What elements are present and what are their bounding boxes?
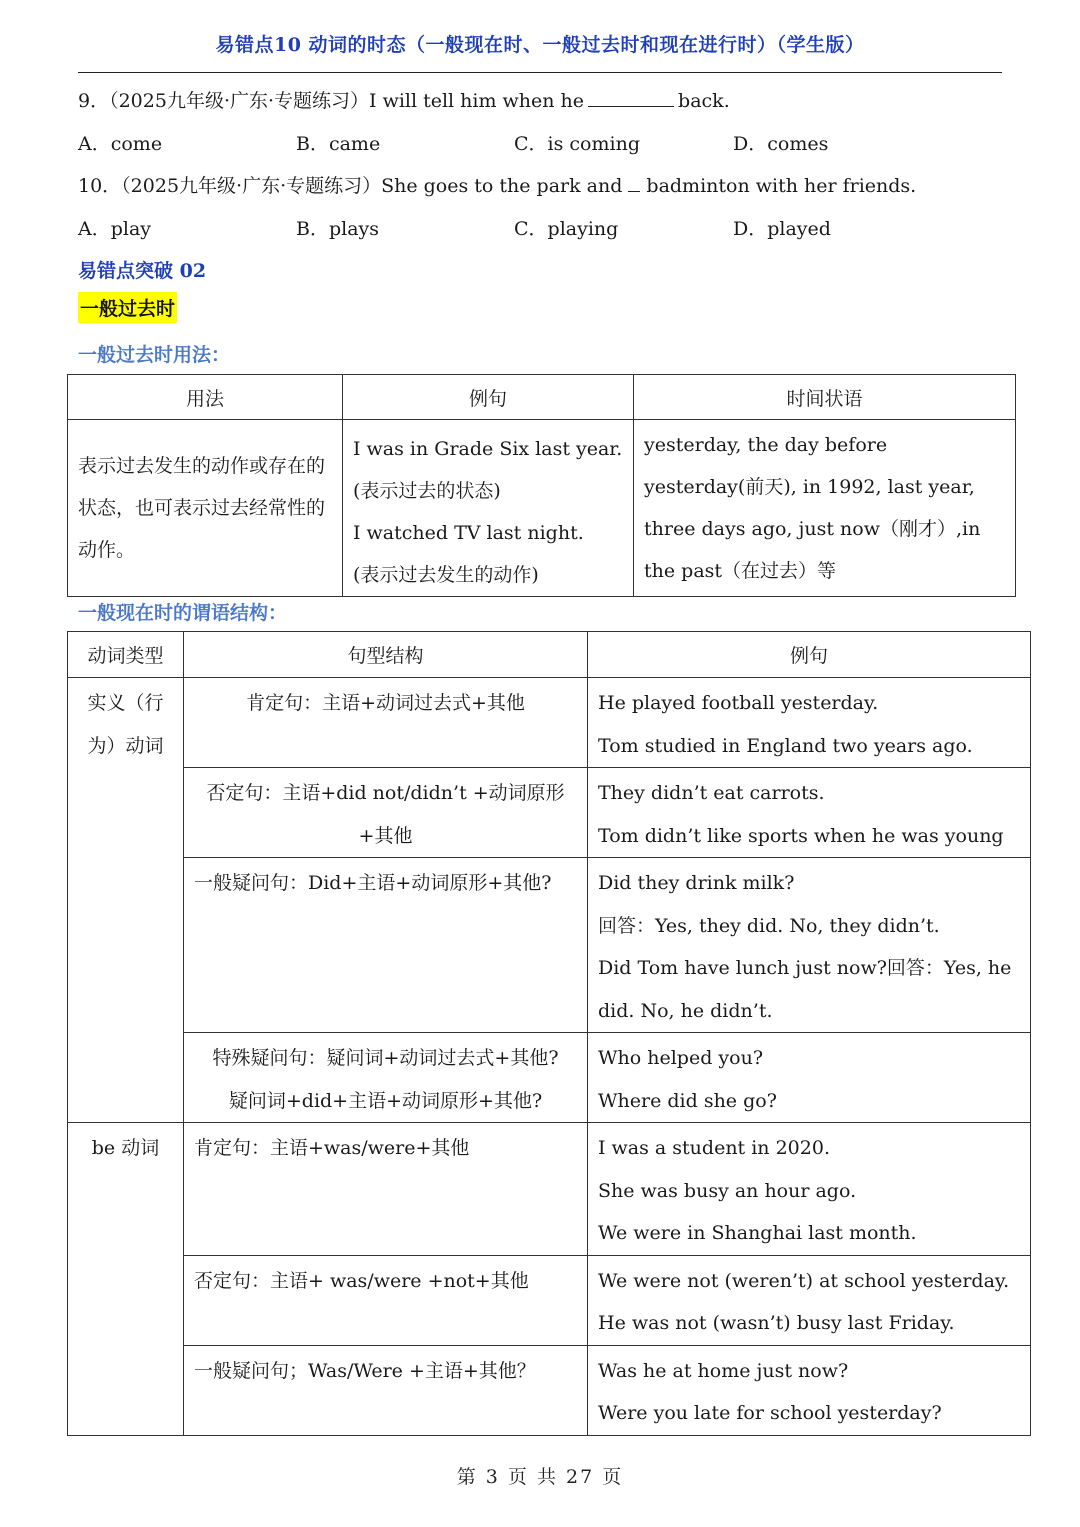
question-9-option-b: B．came — [296, 133, 381, 155]
structure-cell: 否定句：主语+ was/were +not+其他 — [184, 1255, 588, 1345]
structure-cell — [184, 1033, 588, 1123]
header-divider — [78, 72, 1002, 73]
usage-header-time: 时间状语 — [634, 375, 1016, 420]
example-cell — [588, 1345, 1031, 1435]
example-line: Who helped you? — [598, 1047, 764, 1069]
structure-table — [67, 631, 1031, 1436]
example-line: I watched TV last night. — [353, 522, 584, 544]
structure-cell: 否定句：主语+did not/didn’t +动词原形+其他 — [184, 768, 588, 858]
verb-type-notional: 实义（行为）动词 — [68, 678, 184, 1123]
table-row — [68, 1255, 1031, 1345]
structure-cell: 一般疑问句：Did+主语+动词原形+其他? — [184, 858, 588, 1033]
highlighted-topic: 一般过去时 — [78, 292, 177, 323]
example-line: Did they drink milk? — [598, 872, 795, 894]
table-row — [68, 1123, 1031, 1256]
usage-examples — [343, 420, 634, 597]
example-cell — [588, 1033, 1031, 1123]
example-line: He played football yesterday. — [598, 692, 879, 714]
page-footer: 第 3 页 共 27 页 — [456, 1466, 624, 1488]
usage-header-example: 例句 — [343, 375, 634, 420]
example-line: He was not (wasn’t) busy last Friday. — [598, 1312, 955, 1334]
example-line: Was he at home just now? — [598, 1359, 849, 1382]
table-row — [68, 1345, 1031, 1435]
question-9-option-d: D．comes — [733, 133, 829, 155]
answer-blank — [628, 173, 640, 192]
example-line: I was a student in 2020. — [598, 1137, 830, 1159]
table-row — [68, 678, 1031, 768]
example-line: (表示过去发生的动作) — [353, 564, 539, 586]
usage-header-usage: 用法 — [68, 375, 343, 420]
page-header-title: 易错点10 动词的时态（一般现在时、一般过去时和现在进行时）（学生版） — [215, 34, 865, 56]
question-10-option-d: D．played — [733, 218, 831, 240]
example-line: They didn’t eat carrots. — [598, 782, 825, 804]
structure-cell: 肯定句：主语+was/were+其他 — [184, 1123, 588, 1256]
example-line: Were you late for school yesterday? — [598, 1402, 942, 1424]
question-9-stem-prefix: 9．（2025九年级·广东·专题练习）I will tell him when he — [78, 90, 585, 112]
example-line: 回答：Yes, they did. No, they didn’t. — [598, 914, 940, 937]
usage-table-row — [68, 420, 1016, 597]
usage-subtitle: 一般过去时用法： — [78, 344, 231, 366]
example-line: Did Tom have lunch just now?回答：Yes, he did. No, he didn’t. — [598, 957, 1012, 1022]
section-title: 易错点突破 02 — [78, 260, 207, 282]
structure-line: 特殊疑问句：疑问词+动词过去式+其他? — [212, 1047, 559, 1069]
example-line: (表示过去的状态) — [353, 480, 501, 502]
example-line: We were in Shanghai last month. — [598, 1222, 917, 1244]
structure-line: 疑问词+did+主语+动词原形+其他? — [228, 1089, 543, 1112]
example-line: Where did she go? — [598, 1089, 777, 1112]
structure-cell: 一般疑问句；Was/Were +主语+其他？ — [184, 1345, 588, 1435]
question-10-stem-prefix: 10．（2025九年级·广东·专题练习）She goes to the park and — [78, 175, 623, 197]
question-10-option-a: A．play — [78, 218, 152, 240]
example-line: Tom studied in England two years ago. — [598, 734, 973, 757]
question-9-option-c: C．is coming — [514, 133, 640, 155]
structure-table-header-row — [68, 632, 1031, 678]
question-10-option-c: C．playing — [514, 218, 619, 240]
time-adverbials: yesterday, the day before yesterday(前天), in 1992, last year, three days ago, just now（刚才）,in the past（在过去）等 — [634, 420, 1016, 597]
question-10-stem-suffix: badminton with her friends. — [646, 175, 917, 197]
usage-table-header-row — [68, 375, 1016, 420]
example-cell — [588, 1255, 1031, 1345]
question-10-option-b: B．plays — [296, 218, 380, 240]
structure-header-example: 例句 — [588, 632, 1031, 678]
structure-cell: 肯定句：主语+动词过去式+其他 — [184, 678, 588, 768]
structure-header-pattern: 句型结构 — [184, 632, 588, 678]
example-line: We were not (weren’t) at school yesterday. — [598, 1269, 1010, 1292]
example-cell — [588, 1123, 1031, 1256]
question-10-stem — [78, 171, 916, 198]
example-line: I was in Grade Six last year. — [353, 438, 623, 460]
table-row — [68, 768, 1031, 858]
example-line: She was busy an hour ago. — [598, 1179, 857, 1202]
verb-type-be: be 动词 — [68, 1123, 184, 1436]
answer-blank — [588, 88, 674, 107]
example-line: Tom didn’t like sports when he was young — [598, 824, 1004, 847]
usage-description: 表示过去发生的动作或存在的状态，也可表示过去经常性的动作。 — [68, 420, 343, 597]
structure-header-type: 动词类型 — [68, 632, 184, 678]
structure-subtitle: 一般现在时的谓语结构： — [78, 602, 288, 624]
table-row — [68, 858, 1031, 1033]
question-9-option-a: A．come — [78, 133, 163, 155]
example-cell — [588, 858, 1031, 1033]
table-row — [68, 1033, 1031, 1123]
example-cell — [588, 768, 1031, 858]
question-9-stem — [78, 86, 730, 113]
usage-table — [67, 374, 1016, 597]
example-cell — [588, 678, 1031, 768]
question-9-stem-suffix: back. — [678, 90, 730, 112]
